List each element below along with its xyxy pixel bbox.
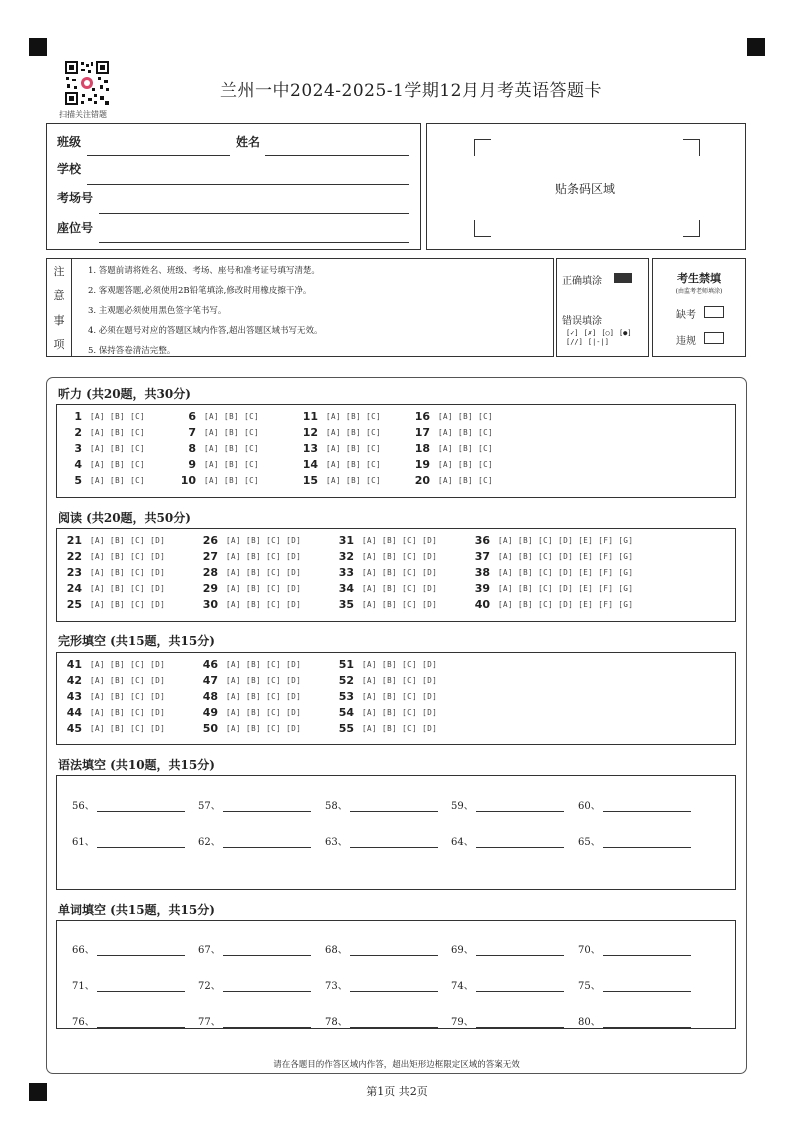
question-number: 47 (202, 674, 218, 687)
question-number: 22 (66, 550, 82, 563)
answer-row (60, 722, 165, 735)
answer-options[interactable]: [A] [B] [C] (326, 476, 382, 485)
answer-options[interactable]: [A] [B] [C] (204, 444, 260, 453)
class-field[interactable] (87, 155, 230, 156)
question-number: 54 (338, 706, 354, 719)
answer-row (332, 690, 437, 703)
answer-options[interactable]: [A] [B] [C] (90, 460, 146, 469)
question-number: 12 (302, 426, 318, 439)
reading-title: 阅读 (共20题，共50分) (58, 511, 191, 525)
blank-number: 63、 (325, 837, 348, 848)
answer-options[interactable]: [A] [B] [C] [D] (90, 708, 166, 717)
blank-answer-line[interactable] (350, 837, 438, 848)
question-number: 1 (74, 410, 82, 423)
answer-row (296, 474, 381, 487)
answer-row (174, 458, 259, 471)
name-field[interactable] (265, 155, 409, 156)
answer-row (468, 534, 633, 547)
answer-options[interactable]: [A] [B] [C] (90, 444, 146, 453)
registration-mark-top-left (29, 38, 47, 56)
question-number: 37 (474, 550, 490, 563)
blank-number: 74、 (451, 981, 474, 992)
question-number: 21 (66, 534, 82, 547)
answer-options[interactable]: [A] [B] [C] [D] [E] [F] [G] (498, 600, 634, 609)
answer-row (174, 442, 259, 455)
exam-room-field[interactable] (99, 213, 409, 214)
school-label: 学校 (57, 162, 82, 176)
question-number: 45 (66, 722, 82, 735)
answer-row (60, 690, 165, 703)
question-number: 48 (202, 690, 218, 703)
answer-options[interactable]: [A] [B] [C] (438, 412, 494, 421)
notes-side-label (47, 259, 72, 356)
answer-row (468, 598, 633, 611)
blank-answer-line[interactable] (223, 801, 311, 812)
answer-row (332, 582, 437, 595)
answer-row (60, 458, 145, 471)
question-number: 16 (414, 410, 430, 423)
answer-options[interactable]: [A] [B] [C] [D] (226, 584, 302, 593)
answer-row (174, 474, 259, 487)
answer-row (60, 566, 165, 579)
answer-row (332, 566, 437, 579)
question-number: 38 (474, 566, 490, 579)
blank-item (578, 1013, 691, 1028)
blank-number: 70、 (578, 945, 601, 956)
blank-item (451, 977, 564, 992)
answer-options[interactable]: [A] [B] [C] [D] (362, 568, 438, 577)
grammar-title: 语法填空 (共10题，共15分) (58, 758, 215, 772)
blank-number: 68、 (325, 945, 348, 956)
blank-answer-line[interactable] (97, 945, 185, 956)
answer-row (468, 566, 633, 579)
blank-item (451, 941, 564, 956)
notes-side-char: 项 (53, 337, 65, 351)
question-number: 19 (414, 458, 430, 471)
answer-options[interactable]: [A] [B] [C] [D] (90, 676, 166, 685)
blank-number: 79、 (451, 1017, 474, 1028)
answer-row (408, 474, 493, 487)
correct-fill-sample (614, 273, 632, 283)
blank-item (198, 941, 311, 956)
answer-row (196, 722, 301, 735)
blank-item (451, 1013, 564, 1028)
question-number: 41 (66, 658, 82, 671)
note-item: 3. 主观题必须使用黑色签字笔书写。 (88, 306, 227, 316)
wrong-mark: [//] (566, 338, 583, 346)
answer-row (196, 674, 301, 687)
answer-options[interactable]: [A] [B] [C] [D] (90, 568, 166, 577)
absent-checkbox[interactable] (704, 306, 724, 318)
blank-number: 71、 (72, 981, 95, 992)
answer-row (332, 722, 437, 735)
question-number: 55 (338, 722, 354, 735)
page-number: 第1页 共2页 (366, 1085, 428, 1098)
blank-number: 56、 (72, 801, 95, 812)
blank-number: 60、 (578, 801, 601, 812)
answer-row (468, 550, 633, 563)
blank-number: 73、 (325, 981, 348, 992)
blank-answer-line[interactable] (97, 1017, 185, 1028)
answer-row (60, 426, 145, 439)
blank-answer-line[interactable] (476, 945, 564, 956)
blank-answer-line[interactable] (97, 981, 185, 992)
blank-number: 58、 (325, 801, 348, 812)
answer-options[interactable]: [A] [B] [C] (438, 428, 494, 437)
question-number: 23 (66, 566, 82, 579)
class-label: 班级 (57, 135, 82, 149)
blank-item (325, 941, 438, 956)
answer-options[interactable]: [A] [B] [C] (326, 428, 382, 437)
examinee-title: 考生禁填 (677, 272, 721, 285)
answer-row (196, 658, 301, 671)
answer-row (408, 410, 493, 423)
listening-title: 听力 (共20题，共30分) (58, 387, 191, 401)
notes-side-char: 意 (53, 289, 65, 303)
answer-row (60, 474, 145, 487)
answer-row (60, 706, 165, 719)
answer-row (196, 566, 301, 579)
footer-note: 请在各题目的作答区域内作答，超出矩形边框限定区域的答案无效 (273, 1060, 520, 1070)
blank-number: 62、 (198, 837, 221, 848)
answer-options[interactable]: [A] [B] [C] [D] (90, 692, 166, 701)
answer-options[interactable]: [A] [B] [C] [D] (362, 708, 438, 717)
answer-row (408, 442, 493, 455)
question-number: 53 (338, 690, 354, 703)
blank-number: 78、 (325, 1017, 348, 1028)
blank-answer-line[interactable] (350, 981, 438, 992)
blank-number: 75、 (578, 981, 601, 992)
barcode-corner-bl (474, 220, 491, 237)
question-number: 51 (338, 658, 354, 671)
answer-row (332, 598, 437, 611)
blank-item (451, 833, 564, 848)
answer-options[interactable]: [A] [B] [C] (438, 460, 494, 469)
blank-item (578, 941, 691, 956)
blank-item (578, 833, 691, 848)
page-title: 兰州一中2024-2025-1学期12月月考英语答题卡 (220, 81, 602, 101)
answer-row (60, 534, 165, 547)
question-number: 33 (338, 566, 354, 579)
answer-row (174, 410, 259, 423)
answer-row (60, 442, 145, 455)
answer-row (60, 582, 165, 595)
answer-row (196, 550, 301, 563)
question-number: 2 (74, 426, 82, 439)
answer-options[interactable]: [A] [B] [C] [D] (90, 600, 166, 609)
blank-item (325, 833, 438, 848)
answer-options[interactable]: [A] [B] [C] [D] (226, 708, 302, 717)
answer-row (60, 598, 165, 611)
answer-options[interactable]: [A] [B] [C] [D] (226, 536, 302, 545)
question-number: 8 (188, 442, 196, 455)
blank-answer-line[interactable] (350, 801, 438, 812)
question-number: 3 (74, 442, 82, 455)
question-number: 18 (414, 442, 430, 455)
question-number: 36 (474, 534, 490, 547)
question-number: 24 (66, 582, 82, 595)
answer-options[interactable]: [A] [B] [C] [D] (90, 584, 166, 593)
blank-item (198, 797, 311, 812)
seat-field[interactable] (99, 242, 409, 243)
question-number: 11 (302, 410, 318, 423)
answer-row (296, 458, 381, 471)
wrong-mark: [✓] (566, 329, 579, 337)
question-number: 17 (414, 426, 430, 439)
blank-number: 76、 (72, 1017, 95, 1028)
answer-options[interactable]: [A] [B] [C] [D] (362, 724, 438, 733)
answer-options[interactable]: [A] [B] [C] (326, 444, 382, 453)
question-number: 52 (338, 674, 354, 687)
answer-row (332, 550, 437, 563)
question-number: 4 (74, 458, 82, 471)
answer-row (332, 706, 437, 719)
blank-answer-line[interactable] (476, 981, 564, 992)
answer-row (174, 426, 259, 439)
blank-item (72, 977, 185, 992)
question-number: 34 (338, 582, 354, 595)
note-item: 1. 答题前请将姓名、班级、考场、座号和准考证号填写清楚。 (88, 266, 320, 276)
answer-options[interactable]: [A] [B] [C] [D] [E] [F] [G] (498, 552, 634, 561)
answer-row (196, 690, 301, 703)
question-number: 31 (338, 534, 354, 547)
answer-options[interactable]: [A] [B] [C] (90, 476, 146, 485)
answer-row (60, 410, 145, 423)
blank-item (325, 1013, 438, 1028)
answer-options[interactable]: [A] [B] [C] (204, 428, 260, 437)
answer-row (332, 534, 437, 547)
question-number: 26 (202, 534, 218, 547)
question-number: 14 (302, 458, 318, 471)
name-label: 姓名 (236, 135, 261, 149)
blank-number: 67、 (198, 945, 221, 956)
barcode-label: 贴条码区域 (554, 182, 615, 196)
question-number: 40 (474, 598, 490, 611)
question-number: 20 (414, 474, 430, 487)
answer-options[interactable]: [A] [B] [C] [D] (226, 692, 302, 701)
answer-options[interactable]: [A] [B] [C] [D] (226, 568, 302, 577)
barcode-corner-tl (474, 139, 491, 156)
question-number: 7 (188, 426, 196, 439)
answer-options[interactable]: [A] [B] [C] [D] (362, 600, 438, 609)
blank-item (72, 833, 185, 848)
answer-options[interactable]: [A] [B] [C] (204, 460, 260, 469)
answer-options[interactable]: [A] [B] [C] (438, 476, 494, 485)
wrong-mark: [○] (601, 329, 614, 337)
answer-options[interactable]: [A] [B] [C] (204, 412, 260, 421)
note-item: 5. 保持答卷清洁完整。 (88, 346, 176, 356)
answer-row (332, 658, 437, 671)
answer-options[interactable]: [A] [B] [C] [D] (90, 724, 166, 733)
answer-options[interactable]: [A] [B] [C] [D] (362, 536, 438, 545)
blank-item (198, 833, 311, 848)
absent-label: 缺考 (676, 310, 696, 321)
answer-options[interactable]: [A] [B] [C] [D] (226, 724, 302, 733)
violation-checkbox[interactable] (704, 332, 724, 344)
note-item: 4. 必须在题号对应的答题区域内作答,超出答题区域书写无效。 (88, 326, 323, 336)
exam-room-label: 考场号 (57, 191, 94, 205)
answer-row (60, 674, 165, 687)
answer-row (296, 442, 381, 455)
question-number: 10 (180, 474, 196, 487)
registration-mark-top-right (747, 38, 765, 56)
blank-item (72, 1013, 185, 1028)
answer-options[interactable]: [A] [B] [C] [D] (226, 552, 302, 561)
question-number: 46 (202, 658, 218, 671)
question-number: 35 (338, 598, 354, 611)
blank-answer-line[interactable] (476, 1017, 564, 1028)
answer-row (196, 534, 301, 547)
answer-options[interactable]: [A] [B] [C] (326, 460, 382, 469)
blank-item (451, 797, 564, 812)
answer-options[interactable]: [A] [B] [C] (90, 428, 146, 437)
blank-number: 59、 (451, 801, 474, 812)
qr-caption: 扫描关注错题 (59, 110, 107, 119)
answer-row (196, 706, 301, 719)
blank-answer-line[interactable] (223, 945, 311, 956)
answer-options[interactable]: [A] [B] [C] [D] (362, 552, 438, 561)
answer-row (408, 426, 493, 439)
blank-number: 61、 (72, 837, 95, 848)
question-number: 42 (66, 674, 82, 687)
blank-number: 65、 (578, 837, 601, 848)
blank-number: 57、 (198, 801, 221, 812)
answer-options[interactable]: [A] [B] [C] [D] (226, 600, 302, 609)
answer-row (332, 674, 437, 687)
blank-answer-line[interactable] (97, 837, 185, 848)
question-number: 43 (66, 690, 82, 703)
answer-options[interactable]: [A] [B] [C] [D] [E] [F] [G] (498, 584, 634, 593)
blank-answer-line[interactable] (603, 945, 691, 956)
answer-options[interactable]: [A] [B] [C] (90, 412, 146, 421)
blank-answer-line[interactable] (603, 1017, 691, 1028)
wrong-fill-label: 错误填涂 (562, 316, 602, 327)
blank-item (325, 977, 438, 992)
answer-row (196, 582, 301, 595)
question-number: 25 (66, 598, 82, 611)
listening-box (56, 404, 736, 498)
wrong-fill-samples (566, 329, 646, 346)
answer-options[interactable]: [A] [B] [C] [D] (362, 692, 438, 701)
blank-answer-line[interactable] (476, 837, 564, 848)
blank-number: 77、 (198, 1017, 221, 1028)
answer-options[interactable]: [A] [B] [C] [D] [E] [F] [G] (498, 568, 634, 577)
answer-row (296, 410, 381, 423)
wrong-mark: [●] (618, 329, 632, 337)
question-number: 28 (202, 566, 218, 579)
correct-fill-label: 正确填涂 (562, 276, 602, 287)
question-number: 5 (74, 474, 82, 487)
answer-options[interactable]: [A] [B] [C] (326, 412, 382, 421)
blank-answer-line[interactable] (603, 801, 691, 812)
blank-answer-line[interactable] (603, 837, 691, 848)
question-number: 9 (188, 458, 196, 471)
answer-options[interactable]: [A] [B] [C] (204, 476, 260, 485)
answer-options[interactable]: [A] [B] [C] [D] (362, 676, 438, 685)
wrong-mark: [|-|] (587, 338, 609, 346)
question-number: 32 (338, 550, 354, 563)
answer-row (468, 582, 633, 595)
blank-answer-line[interactable] (223, 981, 311, 992)
answer-row (60, 550, 165, 563)
blank-answer-line[interactable] (476, 801, 564, 812)
answer-options[interactable]: [A] [B] [C] [D] (90, 552, 166, 561)
notes-side-char: 注 (53, 265, 65, 279)
question-number: 50 (202, 722, 218, 735)
blank-item (72, 941, 185, 956)
blank-number: 80、 (578, 1017, 601, 1028)
answer-row (296, 426, 381, 439)
question-number: 39 (474, 582, 490, 595)
note-item: 2. 客观题答题,必须使用2B铅笔填涂,修改时用橡皮擦干净。 (88, 286, 312, 296)
question-number: 13 (302, 442, 318, 455)
student-info-box (46, 123, 421, 250)
notes-side-char: 事 (53, 313, 65, 327)
answer-row (408, 458, 493, 471)
answer-row (60, 658, 165, 671)
examinee-subtitle: (由监考老师填涂) (675, 288, 723, 295)
blank-answer-line[interactable] (223, 837, 311, 848)
cloze-title: 完形填空 (共15题，共15分) (58, 634, 215, 648)
barcode-corner-tr (683, 139, 700, 156)
blank-item (325, 797, 438, 812)
blank-answer-line[interactable] (223, 1017, 311, 1028)
question-number: 6 (188, 410, 196, 423)
blank-number: 64、 (451, 837, 474, 848)
barcode-corner-br (683, 220, 700, 237)
question-number: 49 (202, 706, 218, 719)
question-number: 30 (202, 598, 218, 611)
wrong-mark: [✗] (583, 329, 597, 337)
blank-answer-line[interactable] (350, 945, 438, 956)
answer-options[interactable]: [A] [B] [C] [D] [E] [F] [G] (498, 536, 634, 545)
blank-answer-line[interactable] (97, 801, 185, 812)
blank-item (578, 797, 691, 812)
question-number: 15 (302, 474, 318, 487)
answer-options[interactable]: [A] [B] [C] [D] (362, 660, 438, 669)
violation-label: 违规 (676, 336, 696, 347)
blank-number: 72、 (198, 981, 221, 992)
question-number: 27 (202, 550, 218, 563)
question-number: 44 (66, 706, 82, 719)
word-title: 单词填空 (共15题，共15分) (58, 903, 215, 917)
answer-options[interactable]: [A] [B] [C] [D] (362, 584, 438, 593)
blank-number: 69、 (451, 945, 474, 956)
school-field[interactable] (87, 184, 409, 185)
blank-answer-line[interactable] (350, 1017, 438, 1028)
blank-item (72, 797, 185, 812)
blank-item (578, 977, 691, 992)
qr-code-icon (64, 60, 110, 106)
blank-number: 66、 (72, 945, 95, 956)
seat-label: 座位号 (57, 221, 94, 235)
question-number: 29 (202, 582, 218, 595)
answer-options[interactable]: [A] [B] [C] [D] (90, 536, 166, 545)
answer-options[interactable]: [A] [B] [C] (438, 444, 494, 453)
answer-row (196, 598, 301, 611)
blank-answer-line[interactable] (603, 981, 691, 992)
blank-item (198, 977, 311, 992)
answer-options[interactable]: [A] [B] [C] [D] (226, 660, 302, 669)
answer-options[interactable]: [A] [B] [C] [D] (226, 676, 302, 685)
blank-item (198, 1013, 311, 1028)
answer-options[interactable]: [A] [B] [C] [D] (90, 660, 166, 669)
